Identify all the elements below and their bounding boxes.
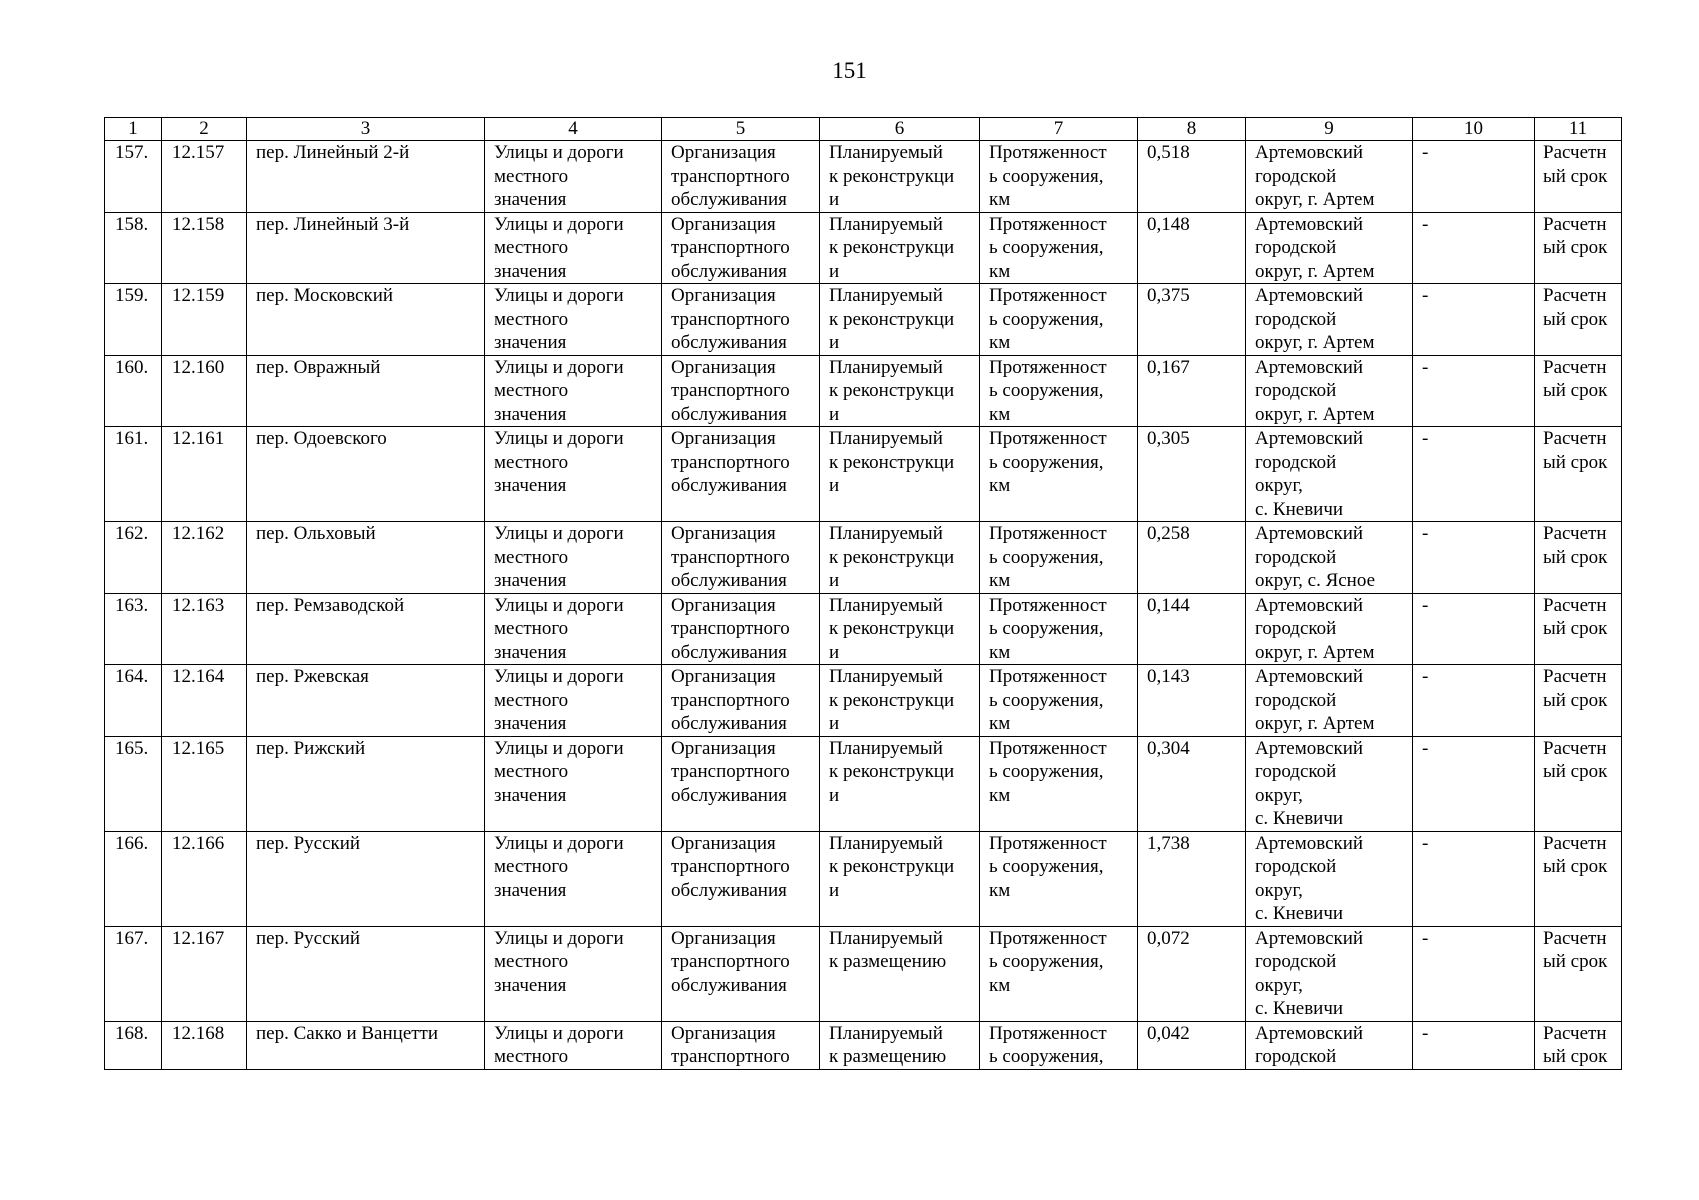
object-zone: - xyxy=(1413,427,1535,522)
column-header: 10 xyxy=(1413,118,1535,141)
row-number: 158. xyxy=(105,212,162,284)
object-term: Расчетн ый срок xyxy=(1535,926,1622,1021)
object-value: 0,072 xyxy=(1138,926,1246,1021)
object-status: Планируемый к реконструкци и xyxy=(820,355,980,427)
object-zone: - xyxy=(1413,665,1535,737)
object-value: 0,148 xyxy=(1138,212,1246,284)
object-indicator: Протяженност ь сооружения, км xyxy=(980,593,1138,665)
object-value: 0,375 xyxy=(1138,284,1246,356)
object-name: пер. Русский xyxy=(247,831,485,926)
object-value: 0,304 xyxy=(1138,736,1246,831)
object-zone: - xyxy=(1413,522,1535,594)
object-term: Расчетн ый срок xyxy=(1535,736,1622,831)
object-location: Артемовский городской округ, с. Кневичи xyxy=(1246,427,1413,522)
row-code: 12.163 xyxy=(162,593,247,665)
object-purpose: Организация транспортного обслуживания xyxy=(662,522,820,594)
object-purpose: Организация транспортного обслуживания xyxy=(662,355,820,427)
column-header: 4 xyxy=(485,118,662,141)
column-header: 8 xyxy=(1138,118,1246,141)
row-number: 160. xyxy=(105,355,162,427)
object-category: Улицы и дороги местного значения xyxy=(485,141,662,213)
object-status: Планируемый к реконструкци и xyxy=(820,736,980,831)
object-value: 0,305 xyxy=(1138,427,1246,522)
column-header: 3 xyxy=(247,118,485,141)
object-status: Планируемый к реконструкци и xyxy=(820,284,980,356)
row-code: 12.161 xyxy=(162,427,247,522)
row-number: 164. xyxy=(105,665,162,737)
object-name: пер. Одоевского xyxy=(247,427,485,522)
row-code: 12.159 xyxy=(162,284,247,356)
column-header: 2 xyxy=(162,118,247,141)
object-term: Расчетн ый срок xyxy=(1535,522,1622,594)
object-purpose: Организация транспортного обслуживания xyxy=(662,141,820,213)
object-indicator: Протяженност ь сооружения, км xyxy=(980,522,1138,594)
row-code: 12.167 xyxy=(162,926,247,1021)
object-location: Артемовский городской округ, г. Артем xyxy=(1246,593,1413,665)
object-value: 0,167 xyxy=(1138,355,1246,427)
object-name: пер. Сакко и Ванцетти xyxy=(247,1021,485,1069)
row-number: 159. xyxy=(105,284,162,356)
table-row xyxy=(105,831,1622,926)
object-status: Планируемый к реконструкци и xyxy=(820,593,980,665)
object-term: Расчетн ый срок xyxy=(1535,427,1622,522)
object-purpose: Организация транспортного обслуживания xyxy=(662,831,820,926)
object-value: 0,518 xyxy=(1138,141,1246,213)
object-category: Улицы и дороги местного значения xyxy=(485,284,662,356)
object-purpose: Организация транспортного обслуживания xyxy=(662,736,820,831)
object-purpose: Организация транспортного обслуживания xyxy=(662,593,820,665)
object-status: Планируемый к размещению xyxy=(820,1021,980,1069)
table-row xyxy=(105,926,1622,1021)
object-zone: - xyxy=(1413,1021,1535,1069)
row-code: 12.160 xyxy=(162,355,247,427)
table-row xyxy=(105,736,1622,831)
object-term: Расчетн ый срок xyxy=(1535,593,1622,665)
table-row xyxy=(105,665,1622,737)
object-term: Расчетн ый срок xyxy=(1535,141,1622,213)
row-code: 12.166 xyxy=(162,831,247,926)
column-header: 9 xyxy=(1246,118,1413,141)
object-name: пер. Московский xyxy=(247,284,485,356)
object-category: Улицы и дороги местного xyxy=(485,1021,662,1069)
object-name: пер. Ремзаводской xyxy=(247,593,485,665)
column-header: 11 xyxy=(1535,118,1622,141)
object-status: Планируемый к реконструкци и xyxy=(820,665,980,737)
object-value: 0,042 xyxy=(1138,1021,1246,1069)
object-name: пер. Овражный xyxy=(247,355,485,427)
row-number: 161. xyxy=(105,427,162,522)
object-location: Артемовский городской округ, с. Кневичи xyxy=(1246,831,1413,926)
table-row xyxy=(105,427,1622,522)
page-number: 151 xyxy=(832,58,867,83)
object-category: Улицы и дороги местного значения xyxy=(485,736,662,831)
object-location: Артемовский городской округ, г. Артем xyxy=(1246,355,1413,427)
row-number: 165. xyxy=(105,736,162,831)
table-row xyxy=(105,284,1622,356)
column-header: 6 xyxy=(820,118,980,141)
object-status: Планируемый к реконструкци и xyxy=(820,831,980,926)
row-code: 12.157 xyxy=(162,141,247,213)
object-status: Планируемый к реконструкци и xyxy=(820,427,980,522)
object-indicator: Протяженност ь сооружения, км xyxy=(980,141,1138,213)
object-purpose: Организация транспортного обслуживания xyxy=(662,427,820,522)
object-status: Планируемый к реконструкци и xyxy=(820,522,980,594)
table-row xyxy=(105,593,1622,665)
object-category: Улицы и дороги местного значения xyxy=(485,593,662,665)
table-row xyxy=(105,1021,1622,1069)
object-purpose: Организация транспортного обслуживания xyxy=(662,665,820,737)
object-term: Расчетн ый срок xyxy=(1535,831,1622,926)
object-zone: - xyxy=(1413,593,1535,665)
object-location: Артемовский городской округ, г. Артем xyxy=(1246,284,1413,356)
row-number: 163. xyxy=(105,593,162,665)
object-zone: - xyxy=(1413,355,1535,427)
table-row xyxy=(105,355,1622,427)
column-header: 1 xyxy=(105,118,162,141)
row-code: 12.164 xyxy=(162,665,247,737)
object-indicator: Протяженност ь сооружения, км xyxy=(980,926,1138,1021)
row-code: 12.158 xyxy=(162,212,247,284)
object-location: Артемовский городской округ, с. Кневичи xyxy=(1246,736,1413,831)
row-code: 12.168 xyxy=(162,1021,247,1069)
object-value: 0,144 xyxy=(1138,593,1246,665)
object-location: Артемовский городской округ, г. Артем xyxy=(1246,141,1413,213)
object-location: Артемовский городской округ, г. Артем xyxy=(1246,212,1413,284)
column-header: 5 xyxy=(662,118,820,141)
object-category: Улицы и дороги местного значения xyxy=(485,427,662,522)
row-number: 166. xyxy=(105,831,162,926)
object-name: пер. Линейный 2-й xyxy=(247,141,485,213)
object-status: Планируемый к реконструкци и xyxy=(820,141,980,213)
object-zone: - xyxy=(1413,926,1535,1021)
object-indicator: Протяженност ь сооружения, км xyxy=(980,212,1138,284)
object-category: Улицы и дороги местного значения xyxy=(485,665,662,737)
object-indicator: Протяженност ь сооружения, км xyxy=(980,355,1138,427)
object-indicator: Протяженност ь сооружения, xyxy=(980,1021,1138,1069)
object-term: Расчетн ый срок xyxy=(1535,355,1622,427)
object-purpose: Организация транспортного обслуживания xyxy=(662,284,820,356)
object-category: Улицы и дороги местного значения xyxy=(485,831,662,926)
object-indicator: Протяженност ь сооружения, км xyxy=(980,736,1138,831)
object-indicator: Протяженност ь сооружения, км xyxy=(980,831,1138,926)
row-code: 12.165 xyxy=(162,736,247,831)
object-name: пер. Линейный 3-й xyxy=(247,212,485,284)
object-status: Планируемый к реконструкци и xyxy=(820,212,980,284)
object-purpose: Организация транспортного обслуживания xyxy=(662,926,820,1021)
object-indicator: Протяженност ь сооружения, км xyxy=(980,665,1138,737)
table-row xyxy=(105,141,1622,213)
data-table xyxy=(104,117,1622,1070)
object-name: пер. Русский xyxy=(247,926,485,1021)
row-number: 162. xyxy=(105,522,162,594)
row-number: 157. xyxy=(105,141,162,213)
object-zone: - xyxy=(1413,212,1535,284)
object-term: Расчетн ый срок xyxy=(1535,1021,1622,1069)
object-name: пер. Ржевская xyxy=(247,665,485,737)
object-location: Артемовский городской xyxy=(1246,1021,1413,1069)
object-location: Артемовский городской округ, с. Ясное xyxy=(1246,522,1413,594)
header-row xyxy=(105,118,1622,141)
object-zone: - xyxy=(1413,141,1535,213)
column-header: 7 xyxy=(980,118,1138,141)
object-indicator: Протяженност ь сооружения, км xyxy=(980,284,1138,356)
object-status: Планируемый к размещению xyxy=(820,926,980,1021)
object-value: 0,258 xyxy=(1138,522,1246,594)
table-row xyxy=(105,522,1622,594)
row-number: 168. xyxy=(105,1021,162,1069)
object-purpose: Организация транспортного xyxy=(662,1021,820,1069)
row-number: 167. xyxy=(105,926,162,1021)
object-zone: - xyxy=(1413,831,1535,926)
object-category: Улицы и дороги местного значения xyxy=(485,212,662,284)
object-location: Артемовский городской округ, с. Кневичи xyxy=(1246,926,1413,1021)
object-term: Расчетн ый срок xyxy=(1535,212,1622,284)
object-indicator: Протяженност ь сооружения, км xyxy=(980,427,1138,522)
object-purpose: Организация транспортного обслуживания xyxy=(662,212,820,284)
object-term: Расчетн ый срок xyxy=(1535,284,1622,356)
row-code: 12.162 xyxy=(162,522,247,594)
object-location: Артемовский городской округ, г. Артем xyxy=(1246,665,1413,737)
object-term: Расчетн ый срок xyxy=(1535,665,1622,737)
object-zone: - xyxy=(1413,736,1535,831)
object-value: 1,738 xyxy=(1138,831,1246,926)
object-value: 0,143 xyxy=(1138,665,1246,737)
object-zone: - xyxy=(1413,284,1535,356)
object-name: пер. Ольховый xyxy=(247,522,485,594)
object-category: Улицы и дороги местного значения xyxy=(485,926,662,1021)
table-row xyxy=(105,212,1622,284)
object-category: Улицы и дороги местного значения xyxy=(485,522,662,594)
object-name: пер. Рижский xyxy=(247,736,485,831)
object-category: Улицы и дороги местного значения xyxy=(485,355,662,427)
